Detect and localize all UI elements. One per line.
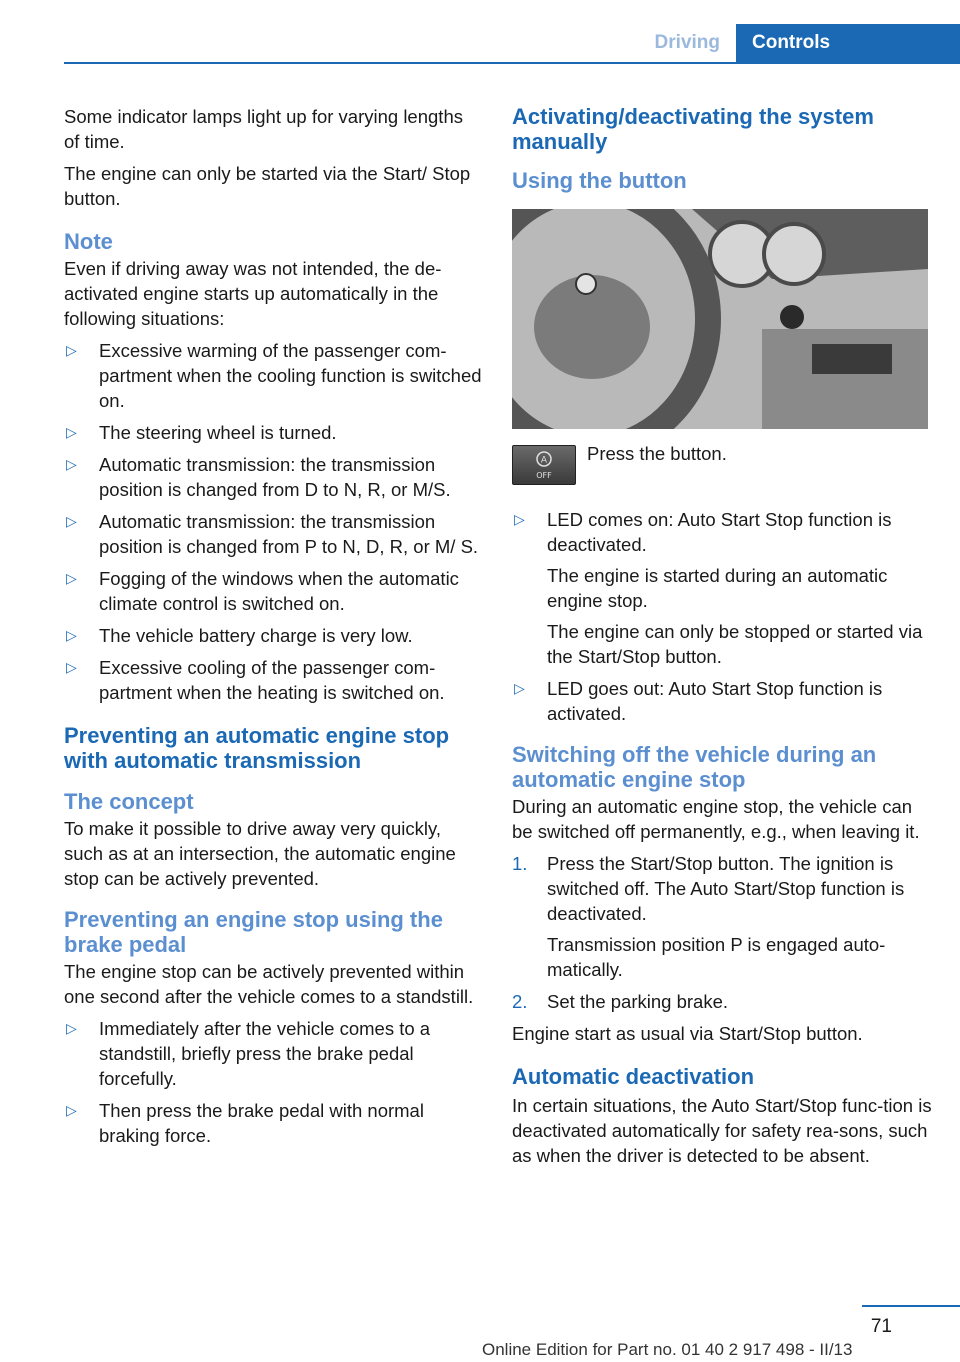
switch-heading: Switching off the vehicle during an automatic engine stop	[512, 742, 877, 792]
dashboard-photo	[512, 209, 928, 429]
auto-text: In certain situations, the Auto Start/Stop func‐tion is deactivated automatically for safety rea‐sons, such as when the driver is detected to be absent.	[512, 1095, 932, 1166]
after-steps-text: Engine start as usual via Start/Stop button.	[512, 1023, 863, 1044]
list-item: ▷ LED goes out: Auto Start Stop function is activated.	[512, 676, 932, 726]
footer-divider	[862, 1305, 960, 1307]
right-column	[512, 104, 932, 1175]
intro-paragraph-2: The engine can only be started via the Start/ Stop button.	[64, 163, 471, 209]
list-item: ▷ Automatic transmission: the transmission position is changed from P to N, D, R, or M/ S.	[64, 509, 482, 559]
online-edition: Online Edition for Part no. 01 40 2 917 498 - II/13	[482, 1340, 853, 1359]
left-column	[64, 104, 482, 1155]
list-item: ▷ Automatic transmission: the transmission position is changed from D to N, R, or M/S.	[64, 452, 482, 502]
header-chapter: Controls	[736, 24, 960, 62]
list-item: ▷ Excessive cooling of the passenger com‐partment when the heating is switched on.	[64, 655, 482, 705]
auto-start-stop-button-icon	[512, 445, 576, 485]
list-item: ▷ The steering wheel is turned.	[64, 420, 482, 445]
page-header	[64, 24, 960, 64]
svg-text:A: A	[540, 455, 548, 466]
list-item: ▷ Fogging of the windows when the automatic climate control is switched on.	[64, 566, 482, 616]
list-item: ▷ Then press the brake pedal with normal braking force.	[64, 1098, 482, 1148]
activate-heading: Activating/deactivating the system manually	[512, 104, 874, 154]
off-label: OFF	[536, 471, 552, 480]
concept-text: To make it possible to drive away very quickly, such as at an intersection, the automatic engine stop can be actively prevented.	[64, 818, 456, 889]
intro-paragraph-1: Some indicator lamps light up for varying lengths of time.	[64, 106, 463, 152]
concept-heading: The concept	[64, 789, 194, 814]
note-list	[64, 338, 482, 705]
button-heading: Using the button	[512, 168, 687, 193]
page-number: 71	[870, 1316, 892, 1337]
press-button-text: Press the button.	[587, 443, 727, 464]
list-item: 2. Set the parking brake.	[512, 991, 728, 1012]
brake-text: The engine stop can be actively prevented within one second after the vehicle comes to a standstill.	[64, 961, 474, 1007]
list-item: ▷ Excessive warming of the passenger com‐partment when the cooling function is switched on.	[64, 338, 482, 413]
button-instruction-row	[512, 445, 932, 495]
list-item: ▷ The vehicle battery charge is very low.	[64, 623, 482, 648]
note-text: Even if driving away was not intended, the de‐activated engine starts up automatically in the following situations:	[64, 258, 442, 329]
brake-list	[64, 1016, 482, 1148]
brake-heading: Preventing an engine stop using the brake pedal	[64, 907, 443, 957]
switch-text: During an automatic engine stop, the vehicle can be switched off permanently, e.g., when leaving it.	[512, 796, 920, 842]
steps-list	[512, 851, 932, 1014]
header-section: Driving	[654, 32, 720, 53]
note-heading: Note	[64, 229, 113, 254]
steering-wheel-illustration	[512, 209, 928, 429]
led-list	[512, 507, 932, 726]
list-item: 1. Press the Start/Stop button. The ignition is switched off. The Auto Start/Stop function is deactivated. Transmission position P is engaged auto‐matically.	[512, 853, 905, 980]
list-item: ▷ Immediately after the vehicle comes to a standstill, briefly press the brake pedal forcefully.	[64, 1016, 482, 1091]
prevent-heading: Preventing an automatic engine stop with automatic transmission	[64, 723, 450, 773]
list-item: ▷ LED comes on: Auto Start Stop function is deactivated. The engine is started during an automatic engine stop. The engine can only be stopped or started via the Start/Stop button.	[512, 507, 932, 669]
auto-heading: Automatic deactivation	[512, 1064, 755, 1089]
